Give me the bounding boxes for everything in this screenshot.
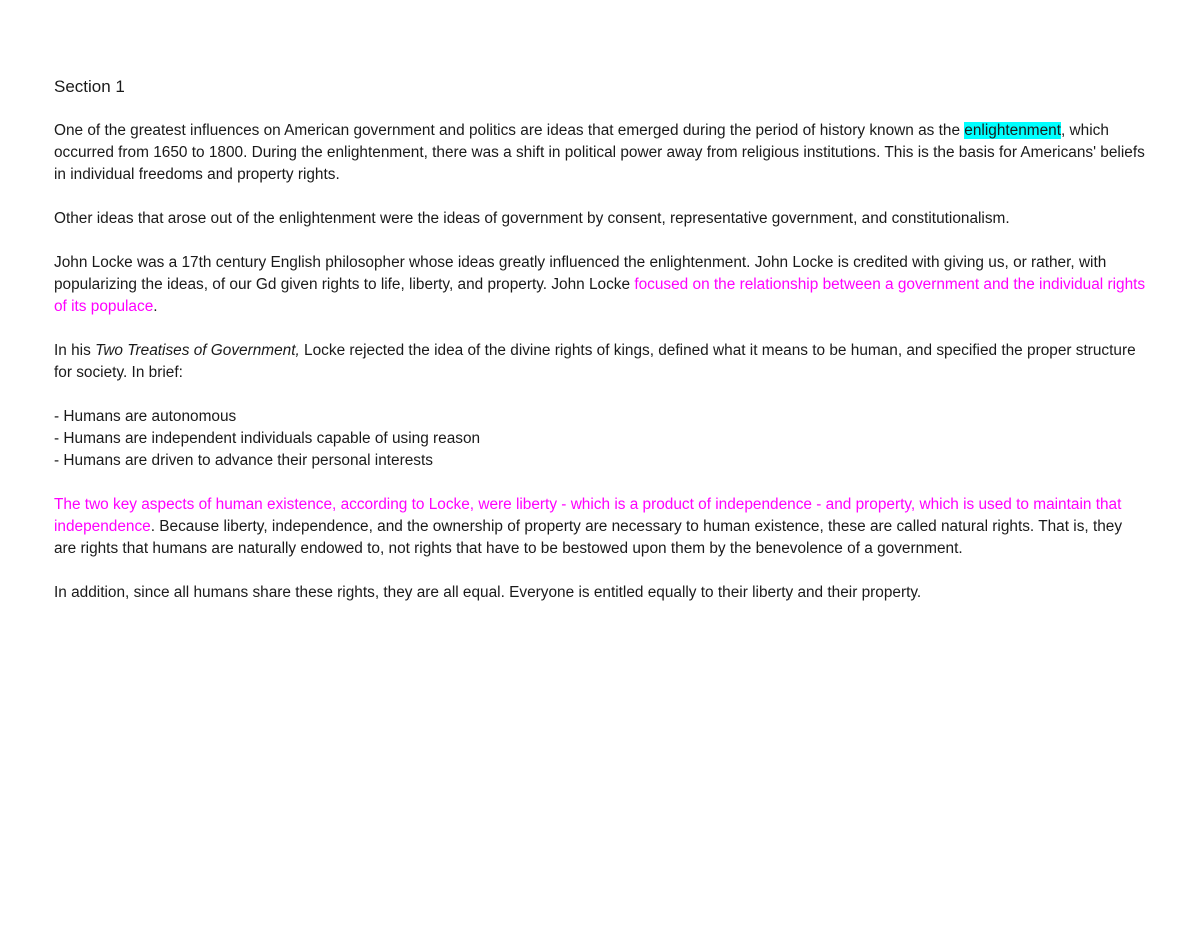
paragraph-text: . Because liberty, independence, and the ownership of property are necessary to human existence, these are called natural rights. That is, they are rights that humans are naturally endowed to, not rights that have to be bestowed upon them by the benevolence of a government.	[54, 518, 1123, 557]
document-page	[54, 76, 1146, 626]
paragraph-john-locke	[54, 252, 1146, 318]
paragraph-text: One of the greatest influences on American government and politics are ideas that emerged during the period of history known as the	[54, 122, 965, 139]
list-item: - Humans are autonomous	[54, 408, 237, 425]
emphasized-text: The two key aspects of human existence, according to Locke, were liberty - which is a product of independence - and property, which is used to maintain that independence	[54, 496, 1122, 535]
paragraph-text: John Locke was a 17th century English philosopher whose ideas greatly influenced the enlightenment. John Locke is credited with giving us, or rather, with popularizing the ideas, of our Gd given rights to life, liberty, and property. John Locke	[54, 254, 1107, 293]
highlighted-term: enlightenment	[964, 122, 1061, 139]
list-item: - Humans are driven to advance their personal interests	[54, 452, 433, 469]
list-item: - Humans are independent individuals capable of using reason	[54, 430, 481, 447]
book-title: Two Treatises of Government,	[95, 342, 300, 359]
paragraph-text: .	[153, 298, 158, 315]
paragraph-other-ideas: Other ideas that arose out of the enlightenment were the ideas of government by consent, representative government, and constitutionalism.	[54, 210, 1010, 227]
paragraph-equality: In addition, since all humans share these rights, they are all equal. Everyone is entitled equally to their liberty and their property.	[54, 584, 922, 601]
section-title: Section 1	[54, 77, 125, 96]
paragraph-enlightenment-intro	[54, 120, 1146, 186]
paragraph-text: , which occurred from 1650 to 1800. During the enlightenment, there was a shift in political power away from religious institutions. This is the basis for Americans' beliefs in individual freedoms and property rights.	[54, 122, 1145, 183]
paragraph-text: Locke rejected the idea of the divine rights of kings, defined what it means to be human, and specified the proper structure for society. In brief:	[54, 342, 1136, 381]
paragraph-natural-rights	[54, 494, 1146, 560]
paragraph-text: In his	[54, 342, 96, 359]
bullet-list	[54, 406, 1146, 472]
paragraph-two-treatises	[54, 340, 1146, 384]
emphasized-text: focused on the relationship between a government and the individual rights of its populace	[54, 276, 1146, 315]
